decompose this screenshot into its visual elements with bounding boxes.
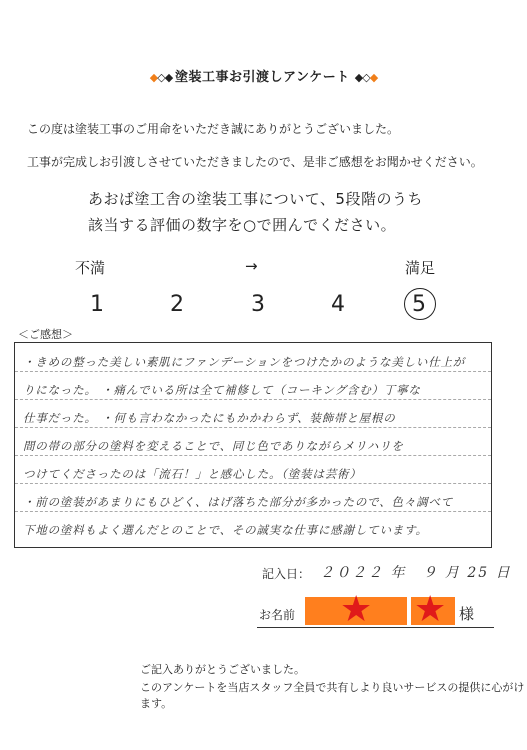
impressions-label: ＜ご感想＞ [18, 328, 73, 341]
impressions-box[interactable] [14, 342, 492, 548]
survey-title-row [0, 66, 527, 85]
star-icon: ★ [414, 589, 447, 630]
impression-line: りになった。 ・痛んでいる所は全て補修して（コーキング含む）丁寧な [23, 383, 421, 397]
impression-line: ・きめの整った美しい素肌にファンデーションをつけたかのような美しい仕上が [23, 355, 466, 369]
question-text-1: あおば塗工舎の塗装工事について、5段階のうち [88, 190, 423, 208]
ruled-line [15, 399, 491, 400]
rating-option-2[interactable]: 2 [170, 292, 184, 317]
name-label: お名前 [259, 608, 296, 622]
ruled-line [15, 427, 491, 428]
rating-arrow: → [245, 257, 258, 275]
impression-line: 下地の塗料もよく選んだとのことで、その誠実な仕事に感謝しています。 [23, 523, 428, 537]
date-value[interactable]: ２０２２ 年 ９ 月 25 日 [320, 565, 512, 581]
question-text-2: 該当する評価の数字を○で囲んでください。 [88, 216, 397, 234]
intro-text-2: 工事が完成しお引渡しさせていただきましたので、是非ご感想をお聞かせください。 [27, 155, 483, 169]
date-label: 記入日： [262, 567, 311, 581]
impression-line: つけてくださったのは「流石！」と感心した。（塗装は芸術） [23, 467, 362, 481]
rating-option-5[interactable]: 5 [412, 292, 426, 317]
ruled-line [15, 511, 491, 512]
ruled-line [15, 483, 491, 484]
ruled-line [15, 371, 491, 372]
name-underline [257, 627, 494, 628]
sharing-note-text: このアンケートを当店スタッフ全員で共有しより良いサービスの提供に心がけます。 [140, 681, 525, 710]
thanks-text: ご記入ありがとうございました。 [140, 663, 305, 676]
name-redaction-gap [407, 597, 411, 625]
rating-high-label: 満足 [405, 259, 436, 277]
survey-title: 塗装工事お引渡しアンケート [175, 70, 350, 85]
impression-line: 間の帯の部分の塗料を変えることで、同じ色でありながらメリハリを [23, 439, 404, 453]
rating-low-label: 不満 [75, 259, 106, 277]
star-icon: ★ [340, 589, 373, 630]
rating-option-1[interactable]: 1 [90, 292, 104, 317]
diamond-decoration-right: ◆◇◆ [354, 71, 378, 84]
selected-rating-circle [404, 288, 436, 320]
impression-line: ・前の塗装があまりにもひどく、はげ落ちた部分が多かったので、色々調べて [23, 495, 454, 509]
ruled-line [15, 455, 491, 456]
rating-option-4[interactable]: 4 [331, 292, 345, 317]
impression-line: 仕事だった。 ・何も言わなかったにもかかわらず、装飾帯と屋根の [23, 411, 396, 425]
name-suffix: 様 [459, 605, 475, 623]
intro-text-1: この度は塗装工事のご用命をいただき誠にありがとうございました。 [27, 122, 400, 136]
diamond-decoration-left: ◆◇◆ [149, 71, 173, 84]
rating-option-3[interactable]: 3 [251, 292, 265, 317]
